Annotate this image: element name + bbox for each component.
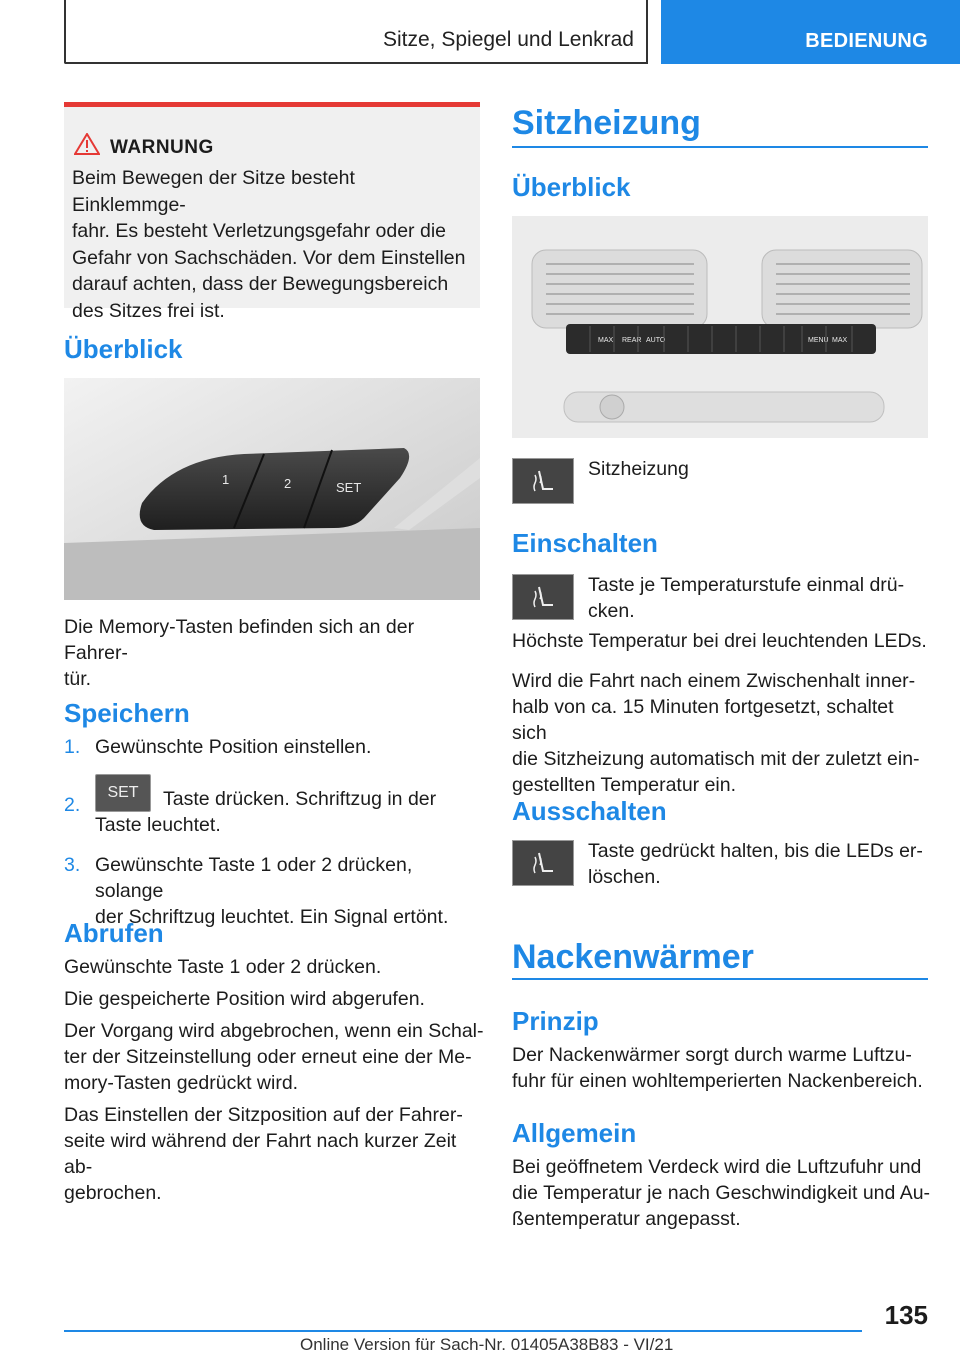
text-line: die Sitzheizung automatisch mit der zuletzt ein- [512, 748, 920, 770]
text-line: Das Einstellen der Sitzposition auf der Fahrer- [64, 1104, 463, 1126]
title-rule [512, 146, 928, 148]
switch-off-heading: Ausschalten [512, 796, 667, 826]
neck-warmer-title: Nackenwärmer [512, 938, 754, 976]
save-step [64, 734, 484, 760]
left-overview-heading: Überblick [64, 334, 183, 364]
text-line: Bei geöffnetem Verdeck wird die Luftzufuhr und [512, 1156, 922, 1178]
step-number: 3. [64, 854, 81, 876]
switch-on-body [512, 628, 932, 798]
principle-text [512, 1042, 932, 1094]
switch-on-heading: Einschalten [512, 528, 658, 558]
warning-triangle-icon [74, 133, 100, 155]
step-text-continued: der Schriftzug leuchtet. Ein Signal ertönt. [95, 906, 449, 928]
recall-paragraph [64, 1018, 484, 1096]
memory-button-set-label: SET [336, 480, 362, 495]
memory-buttons-photo [64, 378, 480, 600]
text-line: die Temperatur je nach Geschwindigkeit und Au- [512, 1182, 931, 1204]
memory-button-2-label: 2 [284, 476, 292, 491]
principle-heading: Prinzip [512, 1006, 599, 1036]
warning-line: fahr. Es besteht Verletzungsgefahr oder die [72, 220, 446, 242]
step-text-continued: Taste leuchtet. [95, 814, 221, 836]
save-steps-list [64, 734, 484, 944]
header-chapter-tab[interactable] [661, 0, 960, 64]
warning-box [64, 102, 480, 322]
warning-line: des Sitzes frei ist. [72, 299, 225, 322]
general-text [512, 1154, 932, 1232]
header-chapter-label: BEDIENUNG [805, 30, 928, 52]
seat-heating-button-icon [512, 458, 574, 504]
switch-off-instruction [588, 838, 928, 890]
memory-button-1-label: 1 [222, 472, 230, 487]
seat-heating-icon [513, 459, 573, 503]
seat-heating-title: Sitzheizung [512, 104, 701, 142]
footer-rule [64, 1330, 862, 1332]
seat-heating-button-icon [512, 574, 574, 620]
text-line: Wird die Fahrt nach einem Zwischenhalt inner- [512, 670, 916, 692]
text-line: Höchste Temperatur bei drei leuchtenden LEDs. [512, 630, 927, 652]
seat-heating-icon-caption: Sitzheizung [588, 458, 689, 480]
step-text: Taste drücken. Schriftzug in der [163, 788, 437, 810]
step-text: Gewünschte Taste 1 oder 2 drücken, solange [95, 854, 413, 902]
step-number: 1. [64, 736, 81, 758]
dashboard-photo [512, 216, 928, 438]
dash-button-label: MENU [808, 337, 829, 344]
text-line: seite wird während der Fahrt nach kurzer Zeit ab- [64, 1130, 457, 1178]
right-overview-heading: Überblick [512, 172, 631, 202]
step-number: 2. [64, 794, 81, 816]
title-rule [512, 978, 928, 980]
save-heading: Speichern [64, 698, 190, 728]
save-step [64, 774, 484, 838]
text-line: cken. [588, 600, 635, 622]
text-line: Der Vorgang wird abgebrochen, wenn ein Schal- [64, 1020, 484, 1042]
recall-heading: Abrufen [64, 918, 164, 948]
set-icon-label: SET [107, 784, 139, 801]
seat-heating-icon [513, 575, 573, 619]
dash-button-label: AUTO [646, 337, 666, 344]
text-line: Der Nackenwärmer sorgt durch warme Luftzu- [512, 1044, 912, 1066]
recall-paragraph [64, 1102, 484, 1206]
text-line: gebrochen. [64, 1182, 162, 1204]
general-heading: Allgemein [512, 1118, 637, 1148]
text-line: Taste gedrückt halten, bis die LEDs er- [588, 840, 923, 862]
dashboard-illustration [512, 216, 928, 438]
text-line: ßentemperatur angepasst. [512, 1208, 741, 1230]
footer-online-version: Online Version für Sach-Nr. 01405A38B83 - VI/21 [300, 1335, 674, 1354]
warning-line: darauf achten, dass der Bewegungsbereich [72, 273, 449, 295]
switch-on-instruction [588, 572, 928, 624]
recall-body [64, 954, 484, 1206]
text-line: fuhr für einen wohltemperierten Nackenbereich. [512, 1070, 923, 1092]
dash-button-label: REAR [622, 337, 642, 344]
text-line: löschen. [588, 866, 661, 888]
header-section-title: Sitze, Spiegel und Lenkrad [382, 28, 634, 51]
memory-buttons-illustration [64, 378, 480, 600]
warning-title: WARNUNG [110, 137, 214, 158]
overview-caption [64, 614, 480, 692]
caption-line: tür. [64, 668, 92, 690]
seat-heating-icon [513, 841, 573, 885]
recall-paragraph: Die gespeicherte Position wird abgerufen. [64, 988, 425, 1010]
warning-line: Beim Bewegen der Sitze besteht Einklemmge- [72, 167, 355, 216]
page-number: 135 [884, 1300, 928, 1330]
text-line: halb von ca. 15 Minuten fortgesetzt, schaltet sich [512, 696, 894, 744]
caption-line: Die Memory-Tasten befinden sich an der Fahrer- [64, 616, 415, 664]
seat-heating-button-icon [512, 840, 574, 886]
warning-text [72, 165, 472, 324]
set-button-icon [95, 774, 151, 812]
dash-button-label: MAX [832, 337, 848, 344]
header-section-box [64, 0, 648, 64]
text-line: Taste je Temperaturstufe einmal drü- [588, 574, 905, 596]
text-line: mory-Tasten gedrückt wird. [64, 1072, 299, 1094]
text-line: gestellten Temperatur ein. [512, 774, 737, 796]
step-text: Gewünschte Position einstellen. [95, 736, 372, 758]
text-line: ter der Sitzeinstellung oder erneut eine der Me- [64, 1046, 472, 1068]
auto-resume-paragraph [512, 668, 932, 798]
warning-line: Gefahr von Sachschäden. Vor dem Einstellen [72, 246, 466, 269]
recall-paragraph: Gewünschte Taste 1 oder 2 drücken. [64, 956, 382, 978]
dash-button-label: MAX [598, 337, 614, 344]
